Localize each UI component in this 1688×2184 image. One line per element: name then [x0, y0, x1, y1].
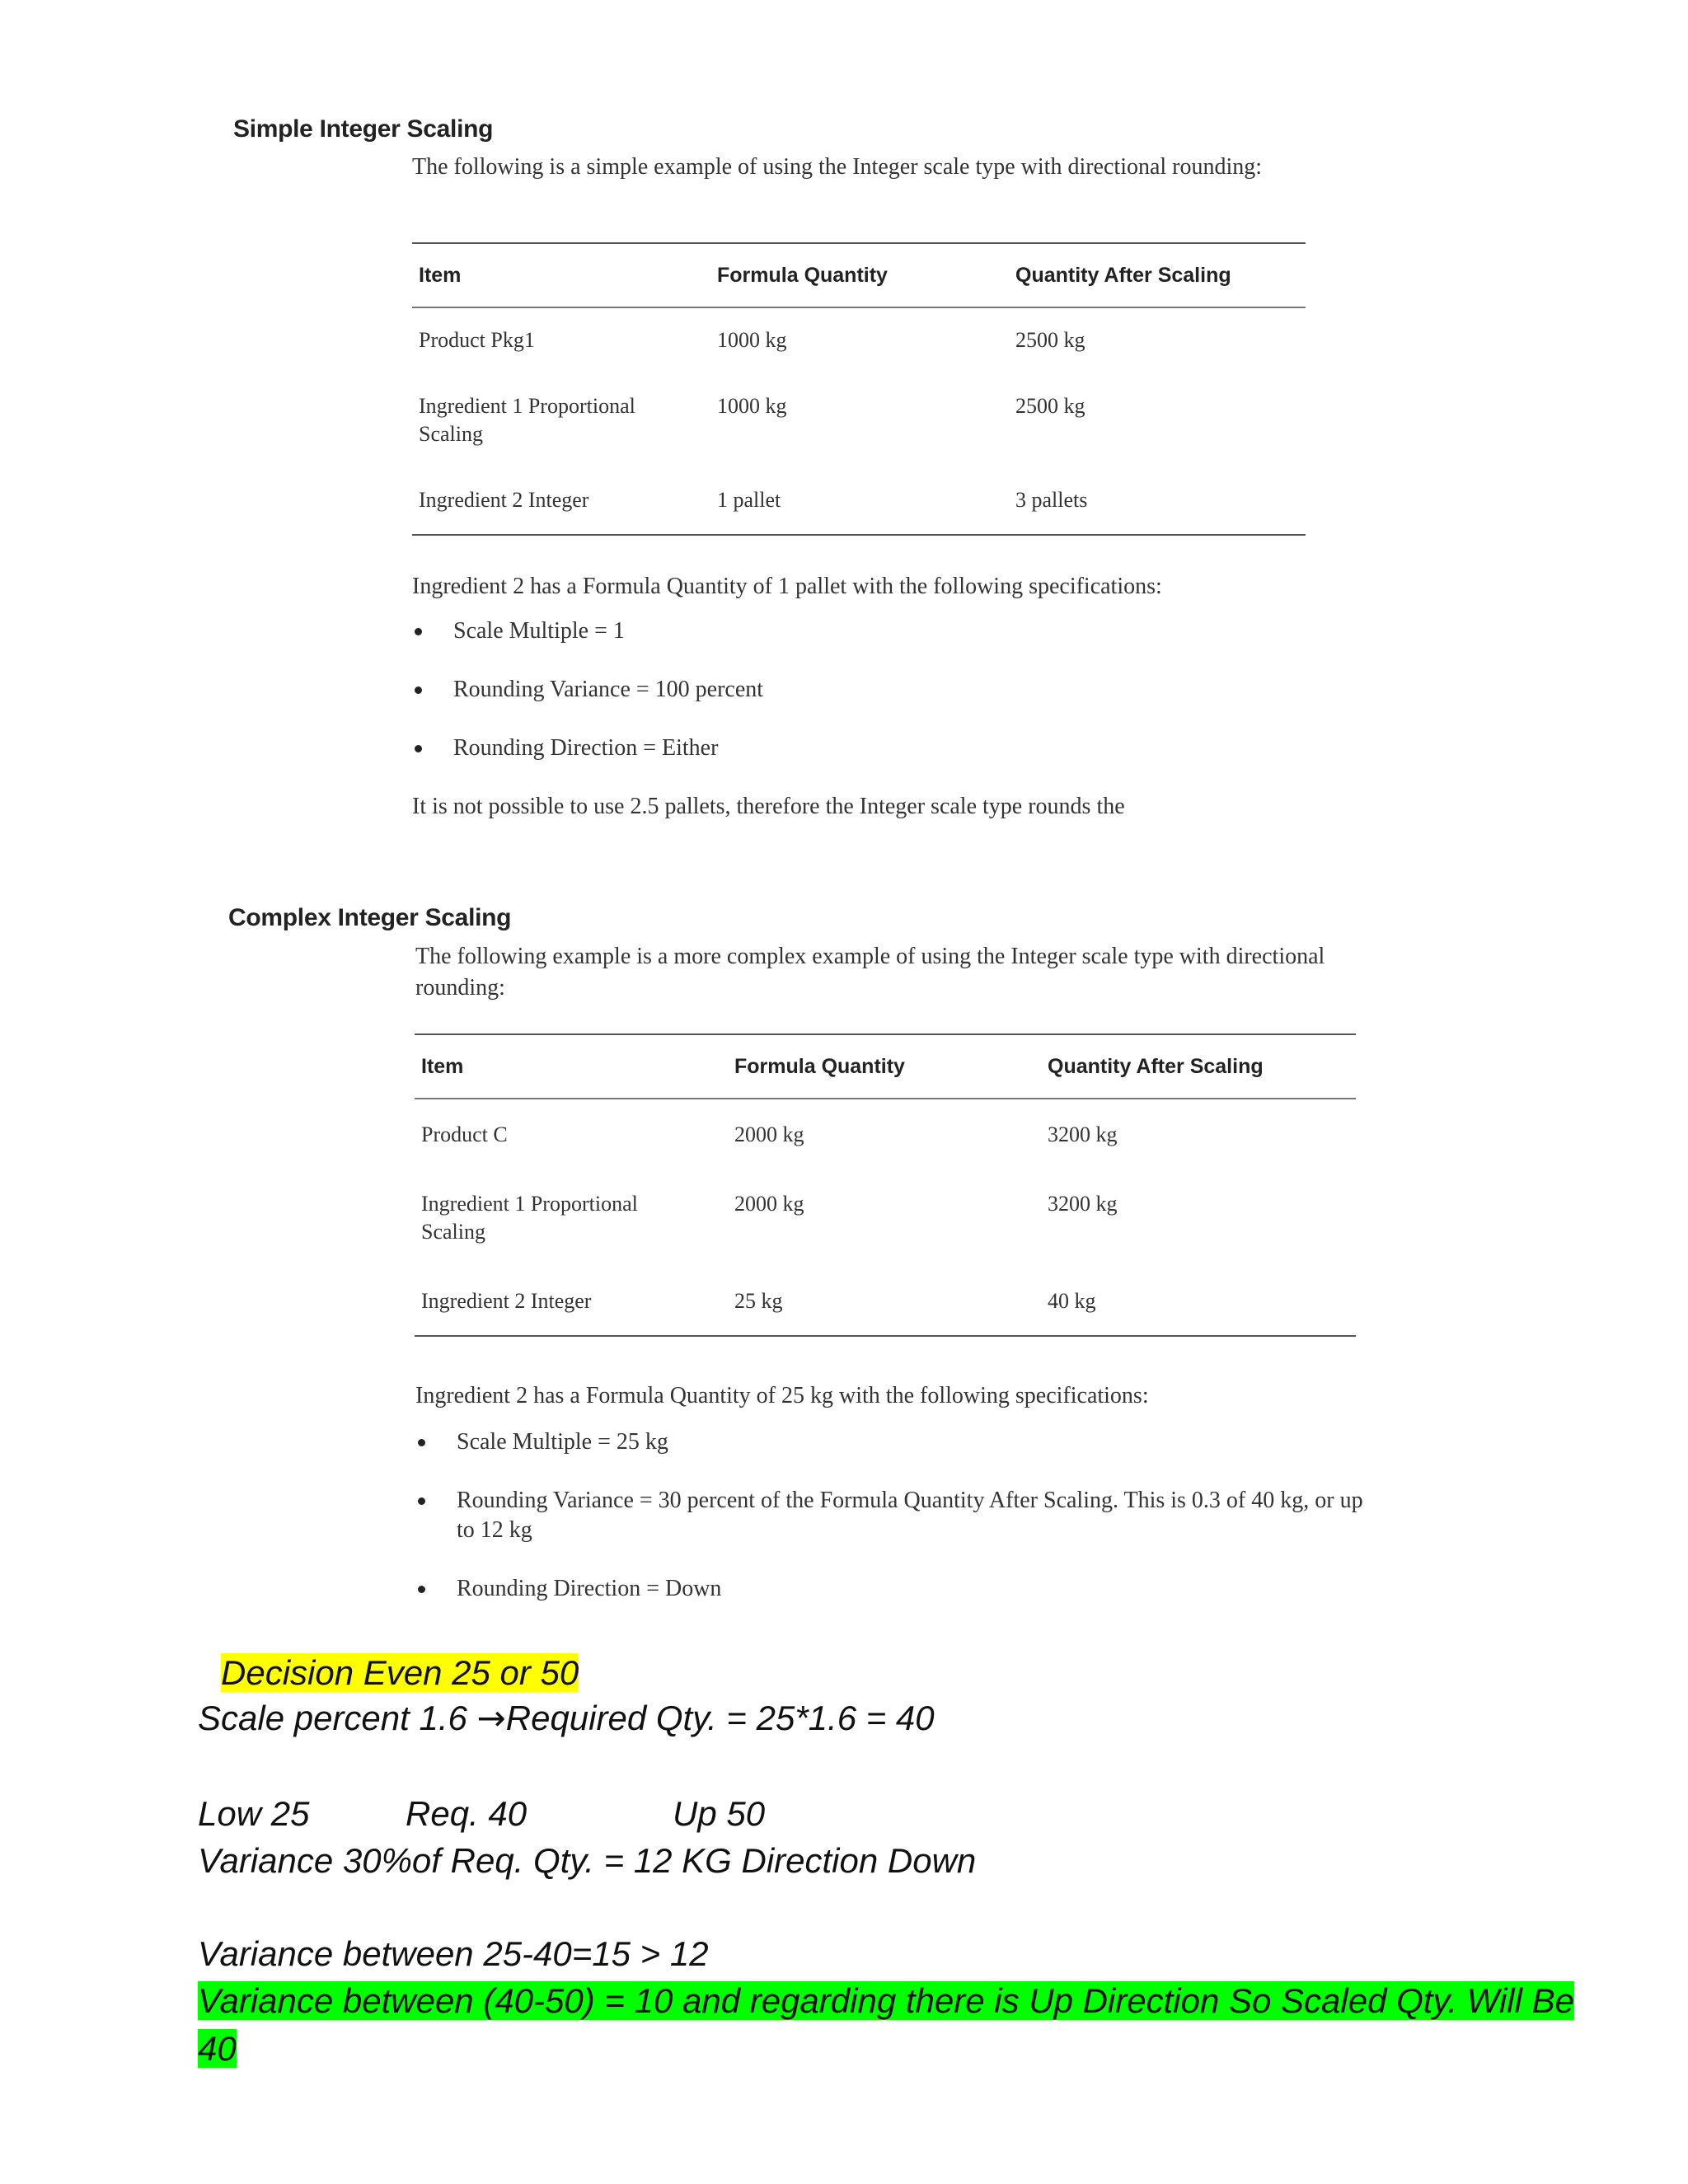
required-qty-text: Required Qty. = 25*1.6 = 40: [505, 1699, 935, 1737]
bullet-text: Rounding Variance = 30 percent of the Formula Quantity After Scaling. This is 0.3 of 40 kg, or up to 12 kg: [457, 1488, 1363, 1543]
bullet-icon: [415, 628, 422, 635]
bullet-icon: [418, 1439, 425, 1446]
bullet-text: Scale Multiple = 1: [453, 618, 625, 644]
table-cell-formula-quantity: 2000 kg: [734, 1122, 804, 1146]
up-value-note: Up 50: [673, 1794, 766, 1833]
variance-up-note: [198, 1977, 1599, 2073]
scale-percent-text: Scale percent 1.6: [198, 1699, 477, 1737]
bullet-text: Rounding Direction = Down: [457, 1576, 722, 1601]
list-item: [415, 1427, 1363, 1457]
column-header-formula-quantity: Formula Quantity: [710, 243, 1009, 307]
complex-intro-paragraph: The following example is a more complex example of using the Integer scale type with directional rounding:: [415, 944, 1325, 1001]
column-header-item: Item: [412, 243, 710, 307]
table-cell-item: Ingredient 2 Integer: [419, 488, 589, 512]
table-cell-formula-quantity: 1000 kg: [717, 328, 787, 352]
list-item: [412, 616, 1319, 646]
column-header-quantity-after-scaling: Quantity After Scaling: [1009, 243, 1306, 307]
bullet-icon: [415, 687, 422, 694]
table-cell-item: Ingredient 1 Proportional Scaling: [421, 1192, 638, 1244]
simple-intro-paragraph: The following is a simple example of using the Integer scale type with directional rounding:: [412, 154, 1263, 180]
table-cell-item: Product C: [421, 1122, 508, 1146]
table-row: [415, 1099, 1356, 1172]
table-cell-item: Ingredient 1 Proportional Scaling: [419, 394, 635, 446]
simple-section-title: Simple Integer Scaling: [233, 115, 494, 143]
table-cell-formula-quantity: 1 pallet: [717, 488, 781, 512]
table-row: [415, 1172, 1356, 1269]
bullet-text: Rounding Direction = Either: [453, 735, 719, 761]
table-header-row: [412, 243, 1306, 307]
complex-section-title: Complex Integer Scaling: [228, 904, 512, 931]
table-cell-quantity-after-scaling: 2500 kg: [1015, 328, 1085, 352]
complex-spec-intro: Ingredient 2 has a Formula Quantity of 25 kg with the following specifications:: [415, 1383, 1149, 1408]
table-cell-formula-quantity: 1000 kg: [717, 394, 787, 418]
table-cell-formula-quantity: 2000 kg: [734, 1192, 804, 1216]
simple-closing-paragraph: It is not possible to use 2.5 pallets, therefore the Integer scale type rounds the: [412, 794, 1125, 819]
column-header-quantity-after-scaling: Quantity After Scaling: [1041, 1034, 1356, 1099]
scale-percent-note: [198, 1694, 1434, 1742]
variance-low-note: Variance between 25-40=15 > 12: [198, 1934, 709, 1973]
table-row: [412, 468, 1306, 535]
bullet-icon: [418, 1497, 425, 1505]
list-item: [415, 1486, 1363, 1545]
conclusion-highlight: Variance between (40-50) = 10 and regarding there is Up Direction So Scaled Qty. Will Be 40: [198, 1981, 1574, 2068]
table-row: [415, 1269, 1356, 1336]
bullet-text: Scale Multiple = 25 kg: [457, 1429, 668, 1455]
decision-note: [221, 1649, 579, 1697]
bullet-icon: [415, 745, 422, 752]
required-value-note: Req. 40: [406, 1794, 528, 1833]
list-item: [412, 675, 1319, 705]
column-header-item: Item: [415, 1034, 728, 1099]
table-cell-formula-quantity: 25 kg: [734, 1289, 783, 1313]
list-item: [415, 1574, 1363, 1604]
simple-spec-list: [412, 616, 1319, 763]
table-row: [412, 307, 1306, 374]
table-cell-quantity-after-scaling: 40 kg: [1048, 1289, 1096, 1313]
complex-spec-list: [415, 1427, 1363, 1604]
bullet-text: Rounding Variance = 100 percent: [453, 677, 764, 702]
table-cell-quantity-after-scaling: 3200 kg: [1048, 1122, 1118, 1146]
column-header-formula-quantity: Formula Quantity: [728, 1034, 1041, 1099]
list-item: [412, 733, 1319, 763]
low-value-note: Low 25: [198, 1794, 310, 1833]
complex-scaling-table: [415, 1033, 1356, 1337]
table-cell-quantity-after-scaling: 3200 kg: [1048, 1192, 1118, 1216]
arrow-right-icon: →: [476, 1698, 506, 1738]
simple-scaling-table: [412, 242, 1306, 536]
variance-note: Variance 30%of Req. Qty. = 12 KG Direction Down: [198, 1841, 977, 1880]
bullet-icon: [418, 1586, 425, 1593]
table-cell-item: Product Pkg1: [419, 328, 535, 352]
simple-spec-intro: Ingredient 2 has a Formula Quantity of 1 pallet with the following specifications:: [412, 574, 1162, 599]
table-row: [412, 374, 1306, 468]
decision-highlight: Decision Even 25 or 50: [221, 1653, 579, 1692]
table-cell-quantity-after-scaling: 3 pallets: [1015, 488, 1088, 512]
table-header-row: [415, 1034, 1356, 1099]
table-cell-quantity-after-scaling: 2500 kg: [1015, 394, 1085, 418]
table-cell-item: Ingredient 2 Integer: [421, 1289, 592, 1313]
